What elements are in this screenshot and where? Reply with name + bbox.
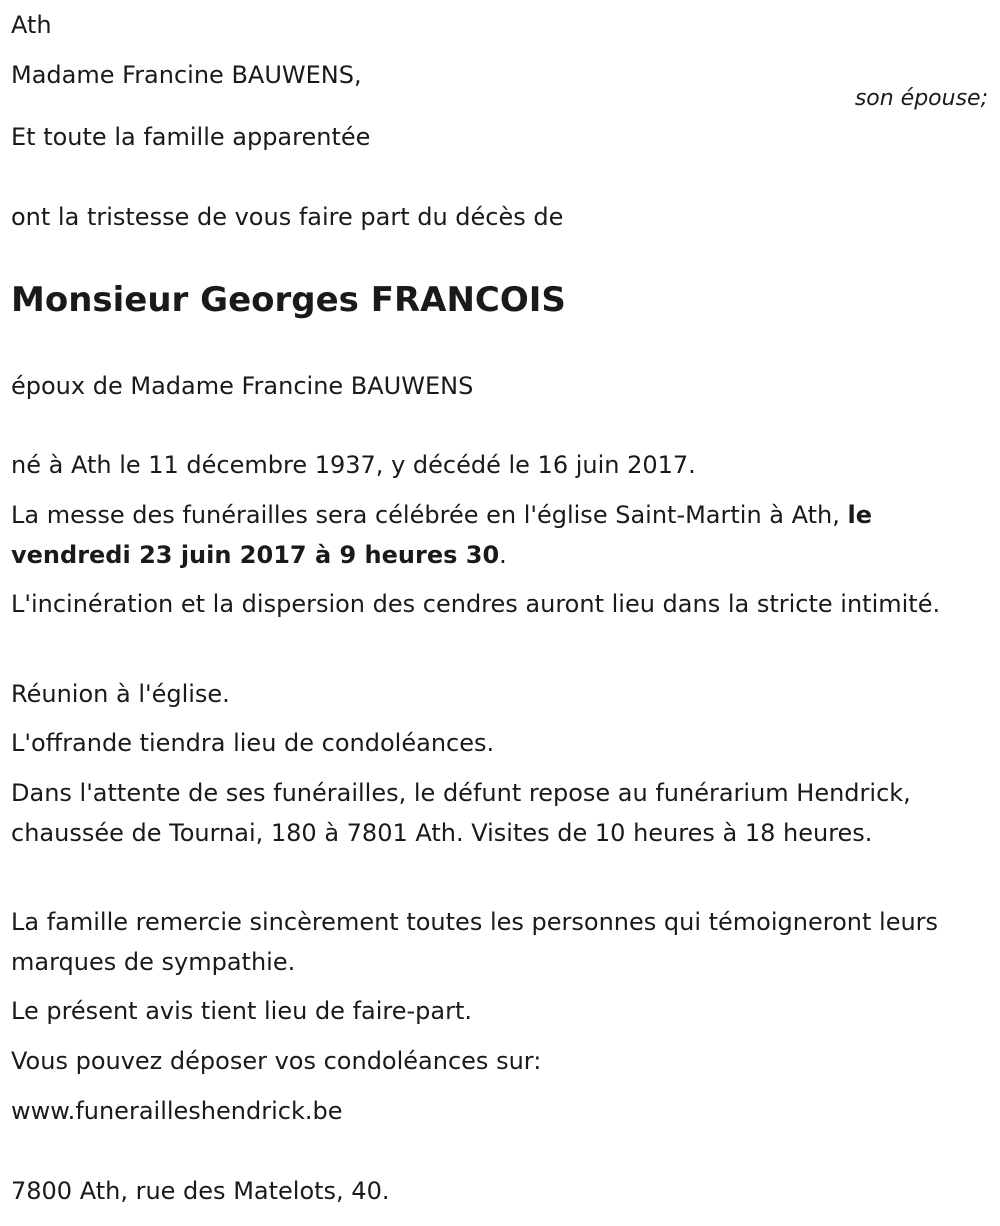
thanks-paragraph: La famille remercie sincèrement toutes les personnes qui témoigneront leurs marques de sympathie. [11,908,939,976]
family-line: Et toute la famille apparentée [11,123,371,151]
condolences-prompt: Vous pouvez déposer vos condoléances sur: [11,1047,542,1075]
announcement-text: ont la tristesse de vous faire part du décès de [11,203,564,231]
website-link[interactable]: www.funerailleshendrick.be [11,1097,343,1125]
mass-date: le vendredi 23 juin 2017 à 9 heures 30 [11,501,873,569]
notice-text: Le présent avis tient lieu de faire-part. [11,997,473,1025]
funerarium-paragraph: Dans l'attente de ses funérailles, le défunt repose au funérarium Hendrick, chaussée de Tournai, 180 à 7801 Ath. Visites de 10 heures à 18 heures. [11,779,911,847]
meeting-text: Réunion à l'église. [11,680,230,708]
mass-text: La messe des funérailles sera célébrée en l'église Saint-Martin à Ath, [11,501,848,529]
place-name: Ath [11,11,52,39]
address-text: 7800 Ath, rue des Matelots, 40. [11,1177,390,1205]
offering-text: L'offrande tiendra lieu de condoléances. [11,729,495,757]
spouse-name: Madame Francine BAUWENS, [11,61,362,89]
birth-death-text: né à Ath le 11 décembre 1937, y décédé le 16 juin 2017. [11,451,696,479]
relation-text: époux de Madame Francine BAUWENS [11,372,474,400]
deceased-name: Monsieur Georges FRANCOIS [11,280,566,320]
spouse-role: son épouse; [854,86,988,111]
mass-paragraph [11,495,986,575]
mass-end: . [499,541,507,569]
cremation-paragraph: L'incinération et la dispersion des cendres auront lieu dans la stricte intimité. [11,590,941,618]
